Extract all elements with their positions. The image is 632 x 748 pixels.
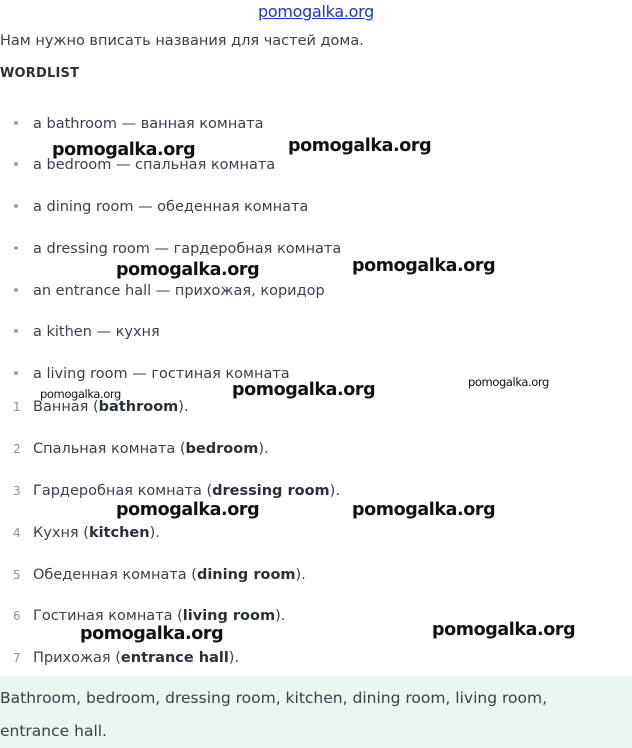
wordlist-item-text: an entrance hall — прихожая, коридор xyxy=(33,283,325,299)
watermark: pomogalka.org xyxy=(432,620,576,640)
watermark: pomogalka.org xyxy=(80,624,224,644)
watermark: pomogalka.org xyxy=(40,387,121,401)
answer-text: Спальная комната ( xyxy=(33,441,186,457)
watermark: pomogalka.org xyxy=(352,256,496,276)
answer-term: dressing room xyxy=(212,483,330,499)
answer-summary-text: Bathroom, bedroom, dressing room, kitchen, dining room, living room, entrance hall. xyxy=(0,689,547,740)
watermark: pomogalka.org xyxy=(468,375,549,389)
answer-term: entrance hall xyxy=(120,650,229,666)
answer-text: Кухня ( xyxy=(33,525,89,541)
answer-number: 4 xyxy=(13,526,21,540)
answer-text: Прихожая ( xyxy=(33,650,121,666)
intro-text: Нам нужно вписать названия для частей дома. xyxy=(0,33,364,49)
answer-text: ). xyxy=(258,441,269,457)
answer-item xyxy=(13,483,340,499)
wordlist-item xyxy=(14,241,341,257)
answer-text: Ванная ( xyxy=(33,399,99,415)
answer-text: Обеденная комната ( xyxy=(33,567,197,583)
answer-text: ). xyxy=(295,567,306,583)
answer-text: ). xyxy=(178,399,189,415)
answer-term: bathroom xyxy=(98,399,179,415)
watermark: pomogalka.org xyxy=(52,140,196,160)
answer-term: bedroom xyxy=(185,441,259,457)
wordlist-item xyxy=(14,283,325,299)
answer-term: dining room xyxy=(196,567,296,583)
wordlist-item-text: a dressing room — гардеробная комната xyxy=(33,241,342,257)
answer-number: 1 xyxy=(13,400,21,414)
watermark: pomogalka.org xyxy=(232,380,376,400)
watermark: pomogalka.org xyxy=(116,260,260,280)
wordlist-item-text: a bathroom — ванная комната xyxy=(33,116,264,132)
wordlist-item-text: a living room — гостиная комната xyxy=(33,366,290,382)
watermark: pomogalka.org xyxy=(116,500,260,520)
bullet-icon xyxy=(14,121,18,125)
answer-item xyxy=(13,608,285,624)
answer-number: 7 xyxy=(13,651,21,665)
top-watermark-link[interactable]: pomogalka.org xyxy=(258,2,374,21)
wordlist-item-text: a kithen — кухня xyxy=(33,324,160,340)
bullet-icon xyxy=(14,204,18,208)
answer-item xyxy=(13,567,306,583)
watermark: pomogalka.org xyxy=(288,136,432,156)
answer-item xyxy=(13,650,239,666)
answer-text: ). xyxy=(149,525,160,541)
watermark: pomogalka.org xyxy=(352,500,496,520)
wordlist-item-text: a bedroom — спальная комната xyxy=(33,157,276,173)
answer-number: 3 xyxy=(13,484,21,498)
wordlist-item xyxy=(14,324,160,340)
answer-number: 2 xyxy=(13,442,21,456)
answer-item xyxy=(13,525,160,541)
answer-summary-box xyxy=(0,676,632,748)
answer-text: Гардеробная комната ( xyxy=(33,483,213,499)
answer-text: Гостиная комната ( xyxy=(33,608,183,624)
answer-text: ). xyxy=(275,608,286,624)
answer-number: 5 xyxy=(13,568,21,582)
wordlist-item xyxy=(14,116,264,132)
answer-item xyxy=(13,441,269,457)
bullet-icon xyxy=(14,329,18,333)
wordlist-heading: WORDLIST xyxy=(0,66,80,81)
answer-term: living room xyxy=(182,608,276,624)
wordlist-item xyxy=(14,199,308,215)
answer-text: ). xyxy=(329,483,340,499)
bullet-icon xyxy=(14,162,18,166)
answer-text: ). xyxy=(228,650,240,666)
answer-item xyxy=(13,399,189,415)
wordlist-item-text: a dining room — обеденная комната xyxy=(33,199,309,215)
bullet-icon xyxy=(14,288,18,292)
answer-term: kitchen xyxy=(88,525,150,541)
bullet-icon xyxy=(14,371,18,375)
answer-number: 6 xyxy=(13,609,21,623)
bullet-icon xyxy=(14,246,18,250)
